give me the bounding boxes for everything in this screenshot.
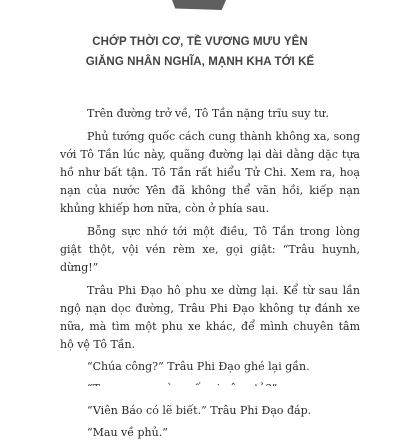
- chapter-title-line-2: GIĂNG NHÂN NGHĨA, MẠNH KHA TỚI KẾ: [85, 56, 315, 68]
- paragraph: Bỗng sực nhớ tới một điều, Tô Tần trong lòng giật thột, vội vén rèm xe, gọi giật: “Trâu huynh, dừng!”: [60, 225, 360, 274]
- paragraph: Trâu Phi Đạo hô phu xe dừng lại. Kể từ sau lần ngộ nạn dọc đường, Trâu Phi Đạo không tự đánh xe nữa, mà tìm một phu xe khác, để mình chuyên tâm hộ vệ Tô Tần.: [60, 284, 360, 351]
- paragraph: Trên đường trở về, Tô Tần nặng trĩu suy tư.: [87, 107, 330, 120]
- paragraph: “Viên Báo có lẽ biết.” Trâu Phi Đạo đáp.: [87, 404, 312, 417]
- chapter-heading: [20, 32, 380, 72]
- chapter-banner-decoration: [172, 0, 226, 10]
- paragraph: “Chúa công?” Trâu Phi Đạo ghé lại gần.: [87, 360, 310, 373]
- paragraph: Phủ tướng quốc cách cung thành không xa, song với Tô Tần lúc này, quãng đường lại dài dằng dặc tựa hồ như bất tận. Tô Tần rất hiểu Tử Chi. Xem ra, hoạ nạn của nước Yên đã không thể vãn hồi, kiếp nạn khủng khiếp hơn nữa, còn ở phía sau.: [60, 130, 360, 215]
- page-crop-edge: [0, 386, 400, 400]
- paragraph: “Mau về phủ.”: [87, 426, 168, 439]
- chapter-title-line-1: CHỚP THỜI CƠ, TỀ VƯƠNG MƯU YÊN: [92, 36, 308, 48]
